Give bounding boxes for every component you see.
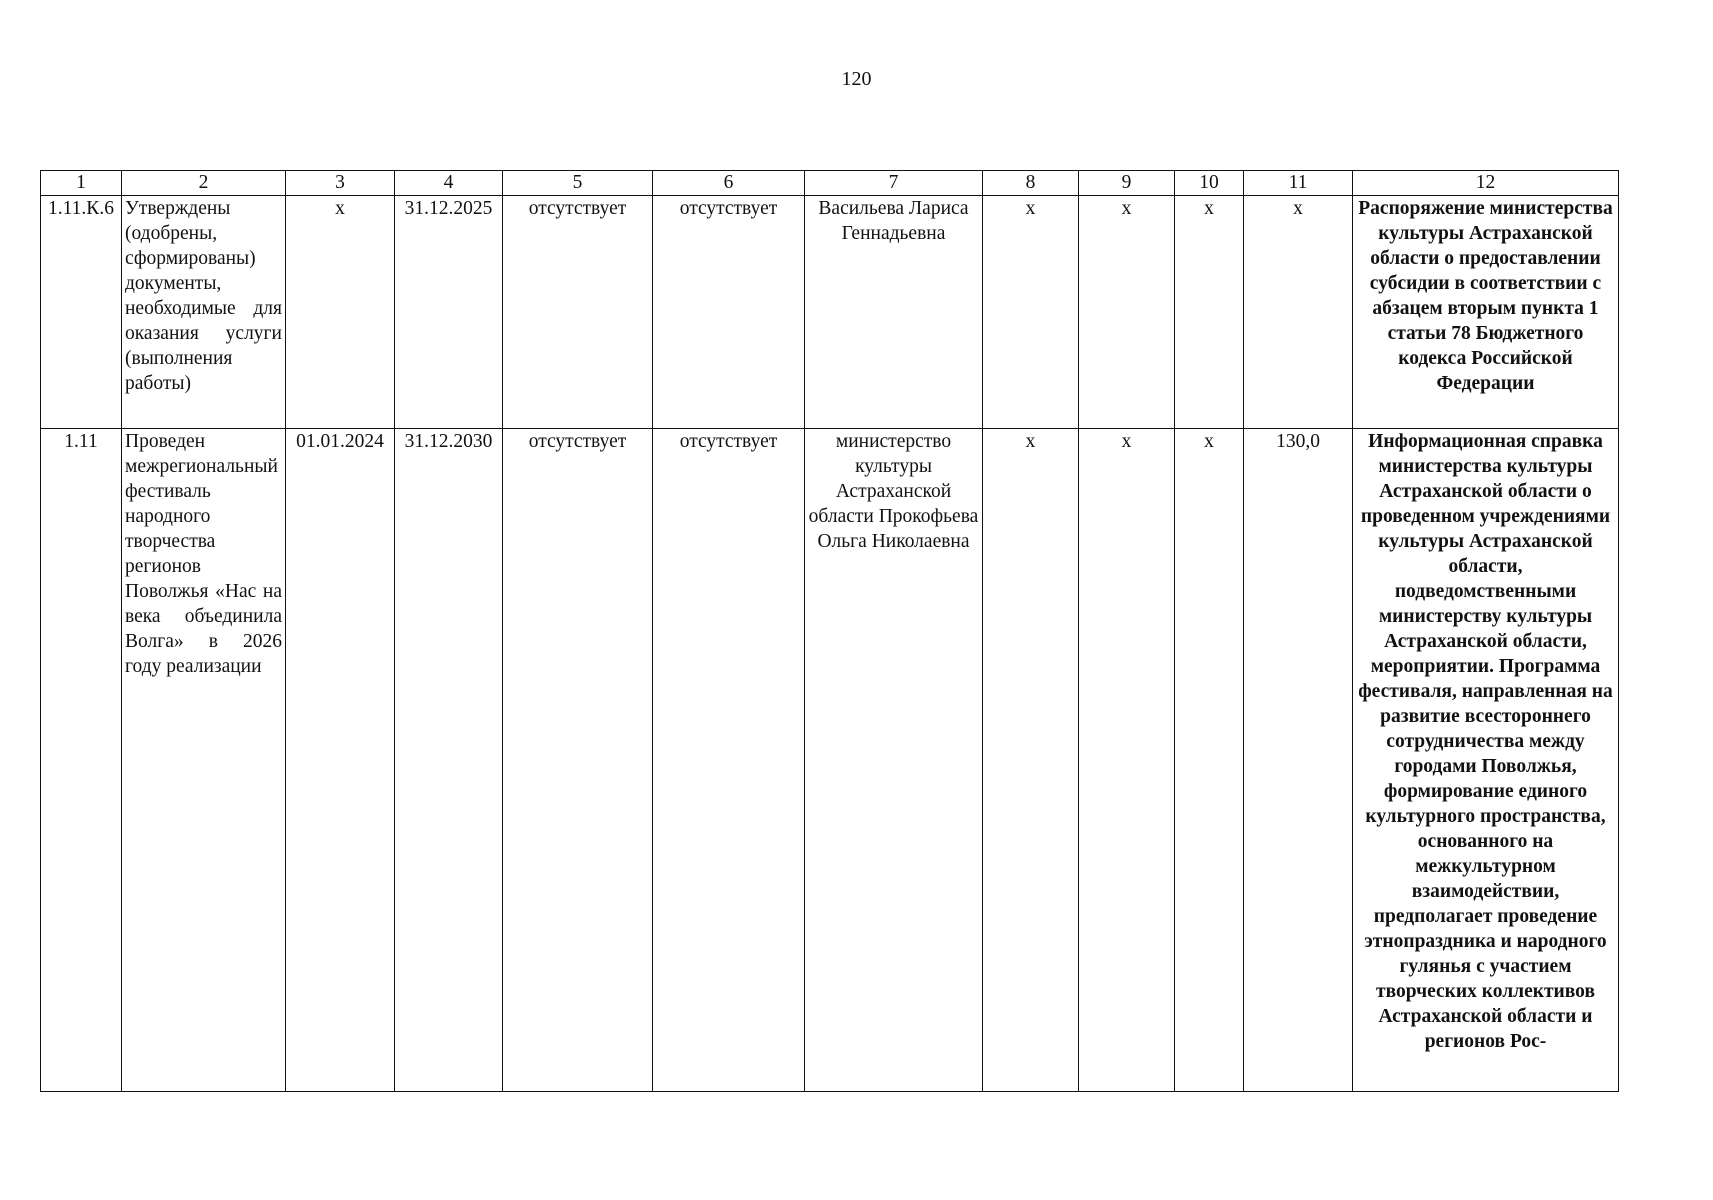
document-cell: Распоряжение министерства культуры Астраханской области о предоставлении субсидии в соответствии с абзацем вторым пункта 1 статьи 78 Бюджетного кодекса Российской Федерации [1353,196,1619,429]
column-number-cell: 11 [1244,171,1353,196]
column-number-cell: 1 [41,171,122,196]
row-number-cell: 1.11.К.6 [41,196,122,429]
successor-cell: отсутствует [653,429,805,1092]
plan-table [40,170,1619,1092]
value-cell: x [983,196,1079,429]
start-date-cell: 01.01.2024 [286,429,395,1092]
value-cell: x [1079,196,1175,429]
column-number-cell: 8 [983,171,1079,196]
result-name-cell: Утверждены (одобрены, сформированы) документы, необходимые для оказания услуги (выполнения работы) [122,196,286,429]
column-number-row [41,171,1619,196]
column-number-cell: 5 [503,171,653,196]
column-number-cell: 3 [286,171,395,196]
end-date-cell: 31.12.2030 [395,429,503,1092]
column-number-cell: 9 [1079,171,1175,196]
value-cell: x [1079,429,1175,1092]
column-number-cell: 10 [1175,171,1244,196]
predecessor-cell: отсутствует [503,196,653,429]
document-cell: Информационная справка министерства культуры Астраханской области о проведенном учреждениями культуры Астраханской области, подведомственными министерству культуры Астраханской области, мероприятии. Программа фестиваля, направленная на развитие всестороннего сотрудничества между городами Поволжья, формирование единого культурного пространства, основанного на межкультурном взаимодействии, предполагает проведение этнопраздника и народного гулянья с участием творческих коллективов Астраханской области и регионов Рос- [1353,429,1619,1092]
amount-cell: x [1244,196,1353,429]
page-number: 120 [841,68,872,90]
value-cell: x [983,429,1079,1092]
table-row [41,196,1619,429]
end-date-cell: 31.12.2025 [395,196,503,429]
responsible-cell: министерство культуры Астраханской области Прокофьева Ольга Николаевна [805,429,983,1092]
table-row [41,429,1619,1092]
column-number-cell: 6 [653,171,805,196]
successor-cell: отсутствует [653,196,805,429]
column-number-cell: 2 [122,171,286,196]
start-date-cell: x [286,196,395,429]
value-cell: x [1175,196,1244,429]
amount-cell: 130,0 [1244,429,1353,1092]
value-cell: x [1175,429,1244,1092]
responsible-cell: Васильева Лариса Геннадьевна [805,196,983,429]
column-number-cell: 7 [805,171,983,196]
row-number-cell: 1.11 [41,429,122,1092]
column-number-cell: 4 [395,171,503,196]
predecessor-cell: отсутствует [503,429,653,1092]
result-name-cell: Проведен межрегиональный фестиваль народного творчества регионов Поволжья «Нас на века объединила Волга» в 2026 году реализации [122,429,286,1092]
column-number-cell: 12 [1353,171,1619,196]
